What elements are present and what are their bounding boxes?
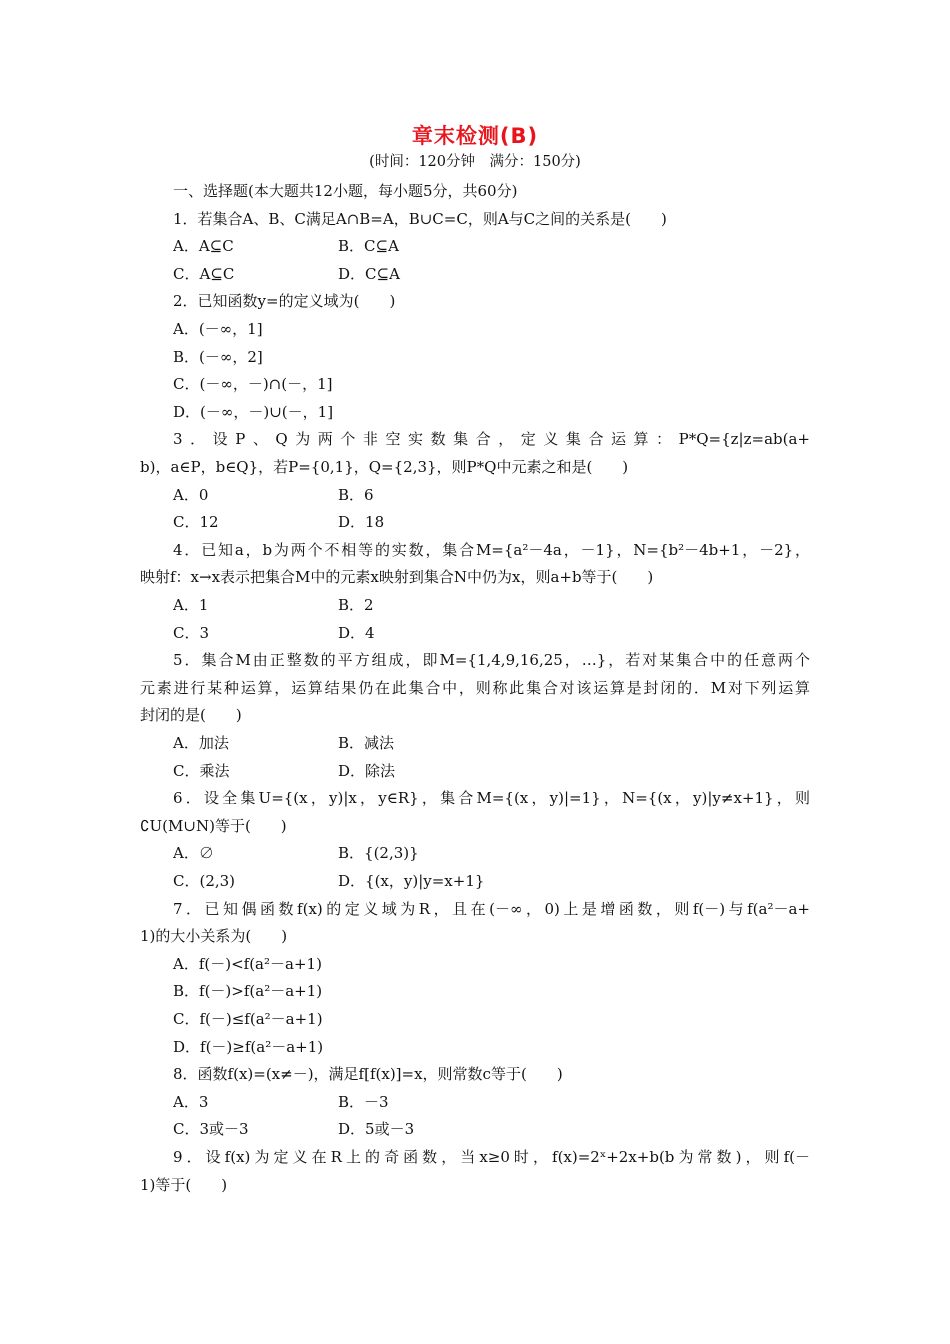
question-2-stem-line: 2．已知函数y=的定义域为( )	[173, 292, 396, 311]
question-8-option: C．3或－3	[173, 1120, 249, 1139]
question-1-stem-line: 1．若集合A、B、C满足A∩B=A，B∪C=C，则A与C之间的关系是( )	[173, 209, 667, 228]
question-6-stem-line: ∁U(M∪N)等于( )	[140, 816, 287, 835]
question-5-stem-line: 封闭的是( )	[140, 706, 242, 725]
question-5-option: C．乘法	[173, 761, 230, 780]
question-1-option: B．C⊆A	[338, 237, 399, 256]
question-6-option: D．{(x，y)|y=x+1}	[338, 872, 485, 890]
question-5-stem-line: 5．集合M由正整数的平方组成，即M={1,4,9,16,25，…}，若对某集合中的任意两个	[173, 651, 810, 670]
question-6-option: B．{(2,3)}	[338, 844, 419, 863]
question-4-stem-line: 4．已知a，b为两个不相等的实数，集合M={a²－4a，－1}，N={b²－4b+1，－2}，	[173, 540, 810, 559]
question-2-option: A．(－∞，1]	[173, 320, 263, 338]
question-3-option: A．0	[173, 485, 209, 504]
page-title: 章末检测(B)	[411, 124, 539, 148]
question-7-option: C．f(－)≤f(a²－a+1)	[173, 1010, 323, 1028]
question-6-option: A．∅	[173, 844, 214, 863]
question-1-option: A．A⊆C	[173, 237, 234, 256]
question-2-option: C．(－∞，－)∩(－，1]	[173, 375, 333, 394]
question-5-option: D．除法	[338, 761, 396, 780]
question-9-stem-line: 1)等于( )	[140, 1175, 228, 1194]
question-3-stem-line: 3．设P、Q为两个非空实数集合，定义集合运算：P*Q={z|z=ab(a+	[173, 430, 810, 449]
question-6-option: C．(2,3)	[173, 872, 236, 890]
question-3-stem-line: b)，a∈P，b∈Q}，若P={0,1}，Q={2,3}，则P*Q中元素之和是( )	[140, 458, 629, 476]
question-8-option: D．5或－3	[338, 1120, 415, 1139]
question-7-option: B．f(－)>f(a²－a+1)	[173, 982, 323, 1001]
question-9-stem-line: 9．设f(x)为定义在R上的奇函数，当x≥0时，f(x)=2ˣ+2x+b(b为常数)，则f(－	[173, 1148, 810, 1166]
question-5-option: A．加法	[173, 734, 229, 752]
question-7-stem-line: 1)的大小关系为( )	[140, 927, 288, 946]
question-8-option: A．3	[173, 1092, 209, 1111]
section-heading: 一、选择题(本大题共12小题，每小题5分，共60分)	[173, 182, 518, 200]
question-2-option: B．(－∞，2]	[173, 347, 263, 366]
question-3-option: B．6	[338, 485, 374, 504]
question-7-option: D．f(－)≥f(a²－a+1)	[173, 1037, 324, 1056]
question-4-stem-line: 映射f：x→x表示把集合M中的元素x映射到集合N中仍为x，则a+b等于( )	[140, 568, 654, 587]
question-4-option: D．4	[338, 623, 375, 642]
question-1-option: C．A⊆C	[173, 264, 235, 283]
question-2-option: D．(－∞，－)∪(－，1]	[173, 402, 334, 421]
question-8-stem-line: 8．函数f(x)=(x≠－)，满足f[f(x)]=x，则常数c等于( )	[173, 1065, 563, 1084]
question-6-stem-line: 6．设全集U={(x，y)|x，y∈R}，集合M={(x，y)|=1}，N={(x，y)|y≠x+1}，则	[173, 789, 810, 808]
question-3-option: D．18	[338, 513, 385, 532]
question-3-option: C．12	[173, 513, 219, 532]
question-5-stem-line: 元素进行某种运算，运算结果仍在此集合中，则称此集合对该运算是封闭的．M对下列运算	[140, 678, 810, 697]
question-5-option: B．减法	[338, 734, 395, 752]
page-subtitle: (时间：120分钟 满分：150分)	[369, 154, 581, 170]
question-4-option: C．3	[173, 623, 210, 642]
question-7-option: A．f(－)<f(a²－a+1)	[173, 954, 322, 973]
question-8-option: B．－3	[338, 1092, 389, 1111]
question-7-stem-line: 7．已知偶函数f(x)的定义域为R，且在(－∞，0)上是增函数，则f(－)与f(a²－a+	[173, 899, 810, 918]
question-1-option: D．C⊆A	[338, 264, 400, 283]
question-4-option: B．2	[338, 596, 374, 614]
question-4-option: A．1	[173, 596, 209, 614]
